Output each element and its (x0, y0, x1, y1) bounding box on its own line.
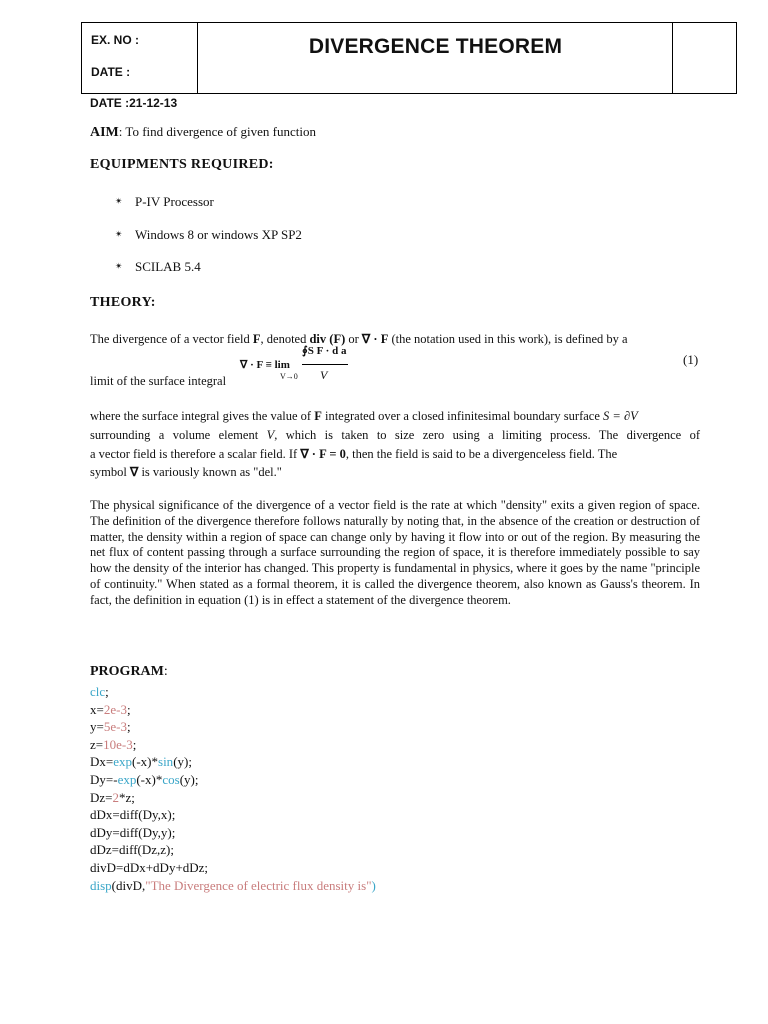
formula-lhs: ∇ · F ≡ lim (240, 359, 290, 371)
code-line: x=2e-3; (90, 701, 131, 717)
program-code (90, 683, 376, 894)
code-line: dDx=diff(Dy,x); (90, 807, 176, 823)
theory-line-1: The divergence of a vector field F, denoted div (F) or ∇ · F (the notation used in this work), is defined by a (90, 332, 628, 346)
formula-fraction-bar (302, 364, 348, 365)
code-line: Dz=2*z; (90, 789, 135, 805)
aim-line (90, 124, 316, 141)
formula-denominator: V (320, 368, 328, 382)
theory-para1-line-2: surrounding a volume element V, which is taken to size zero using a limiting process. The divergence of (90, 428, 700, 442)
date-label: DATE : (91, 65, 131, 79)
code-line: z=10e-3; (90, 736, 137, 752)
equipment-item: ✴ SCILAB 5.4 (115, 259, 201, 274)
bullet-icon: ✴ (115, 261, 123, 271)
page-title: DIVERGENCE THEOREM (308, 35, 563, 58)
code-line: dDz=diff(Dz,z); (90, 842, 174, 858)
formula-numerator: ∮S F · d a (302, 345, 347, 357)
code-line: Dy=-exp(-x)*cos(y); (90, 771, 199, 787)
theory-line-2: limit of the surface integral (90, 374, 227, 388)
theory-paragraph-2: The physical significance of the divergence of a vector field is the rate at which "density" exits a given region of space. The definition of the divergence therefore follows naturally by noting that, in the absence of the creation or destruction of matter, the density within a region of space can change only by having it flow into or out of the region. By measuring the net flux of content passing through a surface surrounding the region of space, it is therefore immediately possible to say how the density of the interior has changed. This property is fundamental in physics, where it goes by the name "principle of continuity." When stated as a formal theorem, it is called the divergence theorem, also known as Gauss's theorem. In fact, the definition in equation (1) is in effect a statement of the divergence theorem. (90, 498, 700, 607)
theory-para1-line-3: a vector field is therefore a scalar field. If ∇ · F = 0, then the field is said to be a divergenceless field. The (90, 447, 618, 461)
equation-number: (1) (683, 352, 699, 367)
code-line: clc; (90, 684, 109, 699)
ex-no-label: EX. NO : (91, 33, 140, 47)
date-line: DATE :21-12-13 (90, 96, 178, 110)
aim-text: : To find divergence of given function (118, 124, 316, 139)
aim-label: AIM (90, 125, 119, 140)
theory-para1-line-4: symbol ∇ is variously known as "del." (90, 465, 282, 479)
bullet-icon: ✴ (115, 196, 123, 206)
code-line: divD=dDx+dDy+dDz; (90, 859, 209, 875)
code-line: y=5e-3; (90, 719, 131, 735)
header-right-cell (672, 23, 736, 93)
divergence-formula (240, 342, 350, 386)
bullet-icon: ✴ (115, 229, 123, 239)
code-line: disp(divD,"The Divergence of electric flux density is") (90, 877, 376, 893)
header-table (81, 22, 737, 94)
code-line: dDy=diff(Dy,y); (90, 824, 176, 840)
theory-para1-line-1: where the surface integral gives the value of F integrated over a closed infinitesimal boundary surface S = ∂V (90, 409, 638, 423)
code-line: Dx=exp(-x)*sin(y); (90, 754, 192, 770)
equipments-title: EQUIPMENTS REQUIRED: (90, 157, 274, 172)
program-title: PROGRAM: (90, 664, 168, 679)
theory-title: THEORY: (90, 295, 156, 310)
formula-limit-sub: V→0 (280, 372, 298, 381)
header-left-cell (82, 23, 198, 93)
equipment-item: ✴ P-IV Processor (115, 194, 214, 209)
equipment-item: ✴ Windows 8 or windows XP SP2 (115, 227, 302, 242)
